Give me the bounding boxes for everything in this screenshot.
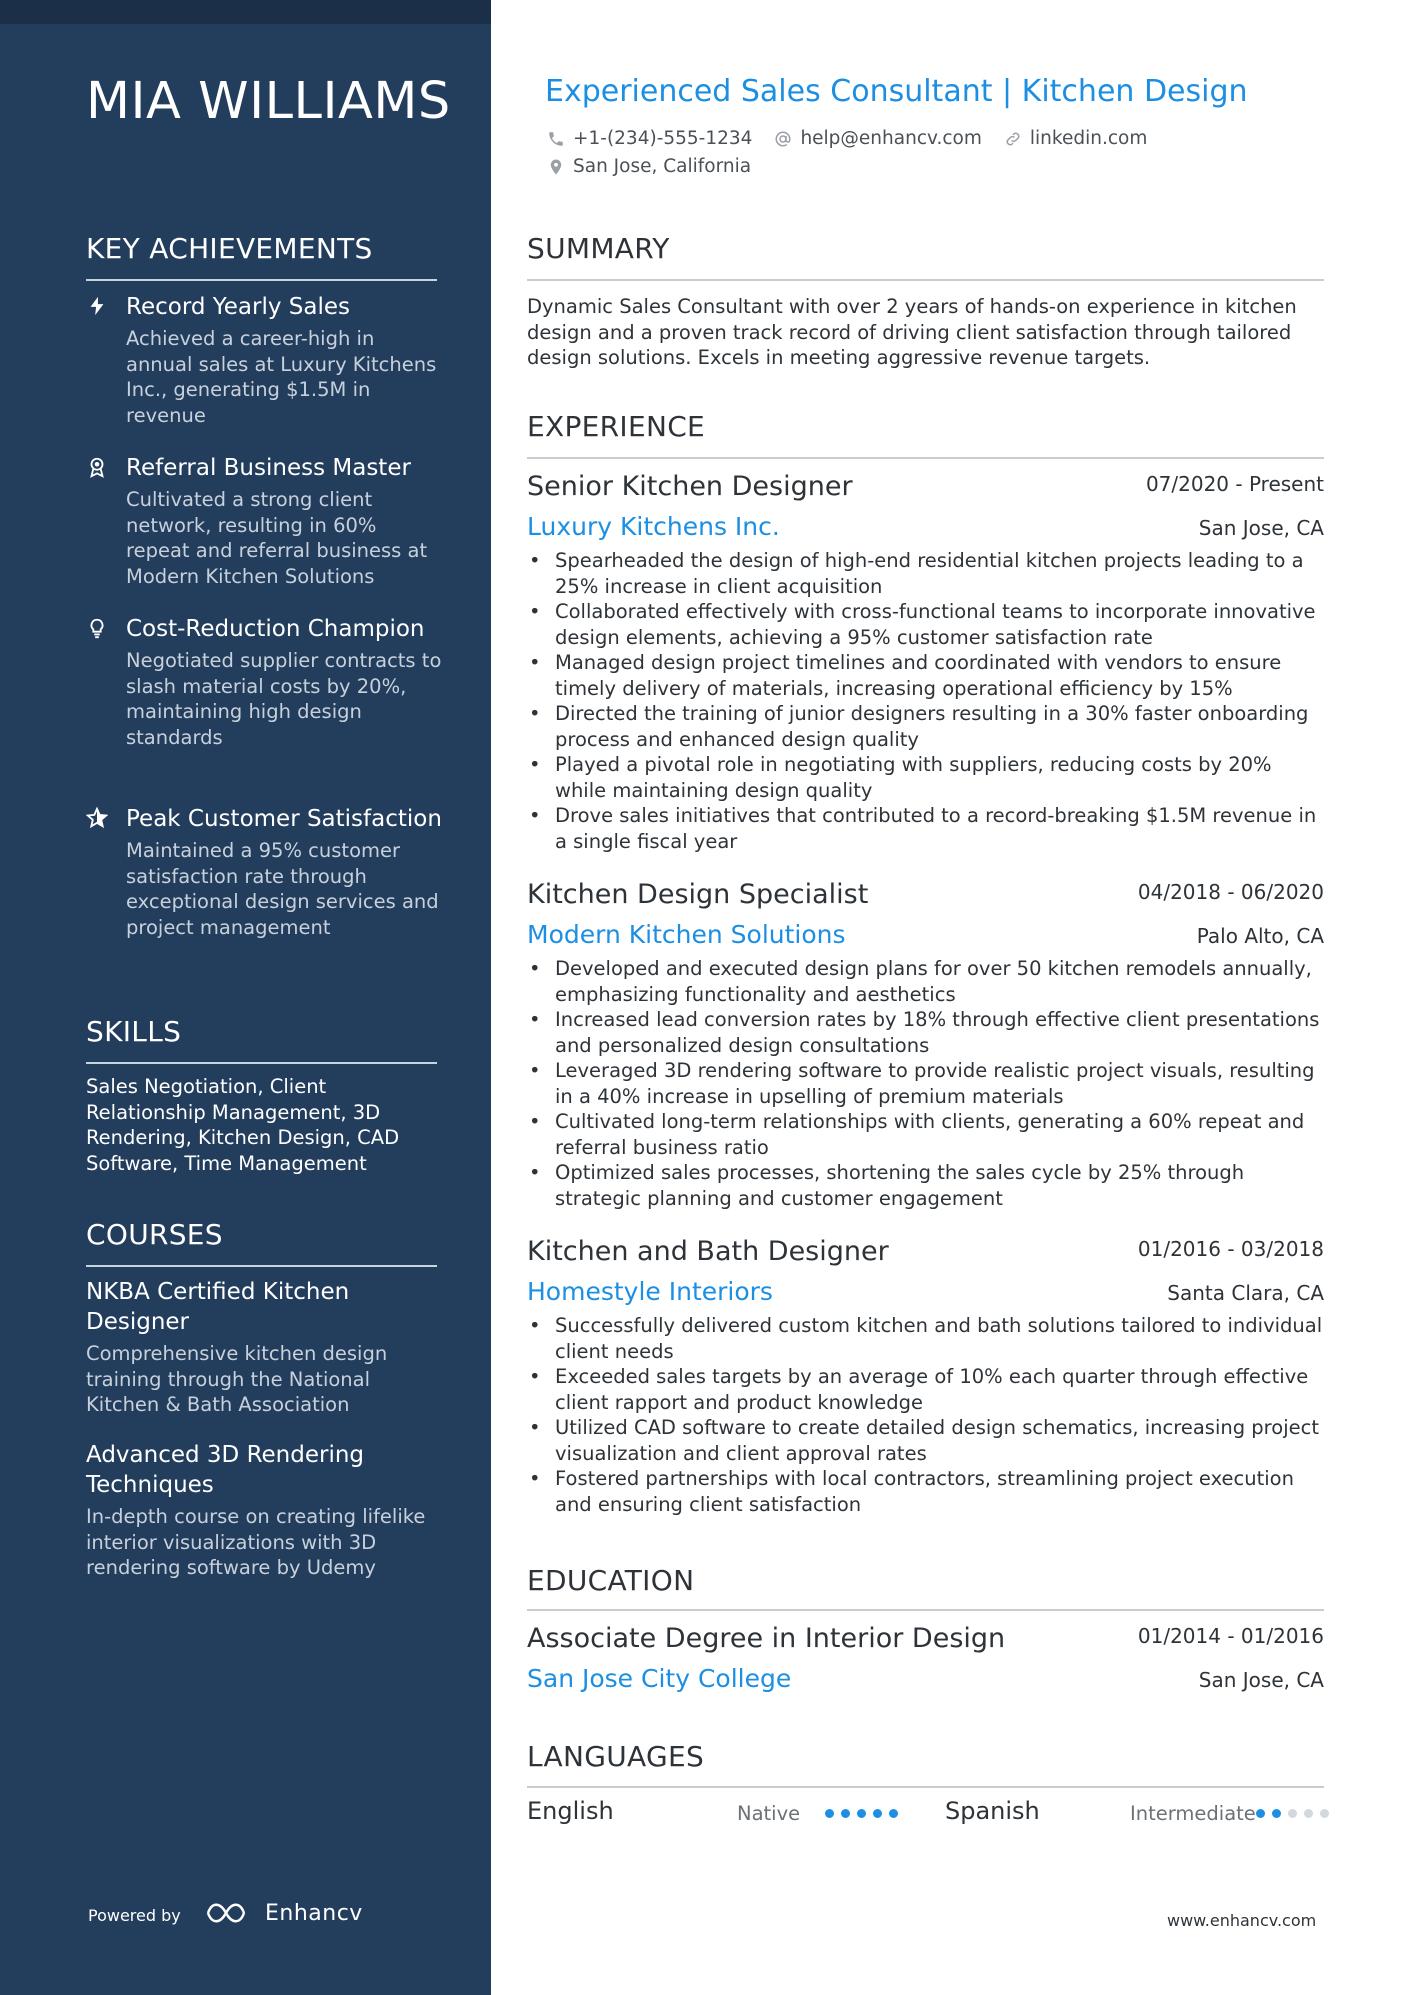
contact-row (547, 128, 1169, 149)
location-text: San Jose, California (573, 156, 752, 177)
course-desc: In-depth course on creating lifelike interior visualizations with 3D rendering software by Udemy (86, 1505, 426, 1579)
proficiency-dot-empty (1288, 1809, 1297, 1818)
job-location: Palo Alto, CA (1196, 924, 1324, 948)
achievements-title: KEY ACHIEVEMENTS (86, 232, 373, 265)
link-text: linkedin.com (1029, 128, 1148, 149)
location-pin-icon (547, 158, 565, 176)
job-bullet: • Increased lead conversion rates by 18% through effective client presentations and personalized design consultations (527, 1007, 1324, 1058)
job-dates: 04/2018 - 06/2020 (1137, 880, 1324, 904)
main-content (491, 0, 1410, 1995)
course-item (86, 1277, 446, 1418)
job-location: Santa Clara, CA (1167, 1281, 1324, 1305)
courses-title: COURSES (86, 1218, 223, 1251)
award-ribbon-icon (86, 456, 108, 478)
achievement-item (86, 292, 446, 428)
job-bullets (527, 1313, 1324, 1517)
experience-title: EXPERIENCE (527, 410, 706, 443)
achievement-item (86, 804, 446, 940)
skills-list: Sales Negotiation, Client Relationship Management, 3D Rendering, Kitchen Design, CAD Software, Time Management (86, 1075, 400, 1175)
proficiency-dot-filled (825, 1809, 834, 1818)
languages-rule (527, 1786, 1324, 1788)
achievement-desc: Maintained a 95% customer satisfaction rate through exceptional design services and project management (126, 839, 439, 939)
language-name: English (527, 1797, 614, 1825)
education-title: EDUCATION (527, 1564, 695, 1597)
lightbulb-icon (86, 617, 108, 639)
contact-email[interactable] (774, 128, 981, 149)
course-desc: Comprehensive kitchen design training through the National Kitchen & Bath Association (86, 1342, 388, 1416)
course-title: NKBA Certified Kitchen Designer (86, 1279, 350, 1335)
education-dates: 01/2014 - 01/2016 (1137, 1624, 1324, 1648)
job-bullet: • Drove sales initiatives that contributed to a record-breaking $1.5M revenue in a single fiscal year (527, 803, 1324, 854)
language-level: Native (737, 1802, 801, 1825)
achievement-title: Peak Customer Satisfaction (126, 806, 442, 832)
lightning-icon (86, 295, 108, 317)
contact-phone[interactable] (547, 128, 752, 149)
job-location: San Jose, CA (1198, 516, 1324, 540)
sidebar (0, 0, 491, 1995)
education-school: San Jose City College (527, 1664, 792, 1693)
job-dates: 01/2016 - 03/2018 (1137, 1237, 1324, 1261)
achievement-desc: Cultivated a strong client network, resulting in 60% repeat and referral business at Modern Kitchen Solutions (126, 488, 428, 588)
contact-location (547, 156, 751, 177)
link-icon (1004, 130, 1022, 148)
job-bullet: • Exceeded sales targets by an average of 10% each quarter through effective client rapport and product knowledge (527, 1364, 1324, 1415)
contact-link[interactable] (1004, 128, 1147, 149)
job-bullet: • Developed and executed design plans for over 50 kitchen remodels annually, emphasizing functionality and aesthetics (527, 956, 1324, 1007)
job-role: Senior Kitchen Designer (527, 471, 853, 502)
language-proficiency-dots (1256, 1809, 1336, 1818)
achievement-item (86, 453, 446, 589)
job-bullet: • Played a pivotal role in negotiating with suppliers, reducing costs by 20% while maintaining design quality (527, 752, 1324, 803)
proficiency-dot-filled (841, 1809, 850, 1818)
job-company: Luxury Kitchens Inc. (527, 512, 780, 541)
language-name: Spanish (945, 1797, 1040, 1825)
powered-by-label: Powered by (88, 1906, 181, 1925)
job-bullet: • Successfully delivered custom kitchen and bath solutions tailored to individual client needs (527, 1313, 1324, 1364)
education-entry (527, 1622, 1324, 1696)
job-bullet: • Directed the training of junior designers resulting in a 30% faster onboarding process and enhanced design quality (527, 701, 1324, 752)
language-proficiency-dots (825, 1809, 905, 1818)
job-company: Modern Kitchen Solutions (527, 920, 846, 949)
achievement-title: Referral Business Master (126, 455, 411, 481)
headline: Experienced Sales Consultant | Kitchen Design (545, 74, 1248, 109)
footer-site[interactable]: www.enhancv.com (1167, 1911, 1317, 1930)
job-bullets (527, 956, 1324, 1211)
sidebar-top-strip (0, 0, 491, 24)
job-entry (527, 878, 1324, 1211)
achievement-desc: Negotiated supplier contracts to slash material costs by 20%, maintaining high design standards (126, 649, 442, 749)
job-bullet: • Utilized CAD software to create detailed design schematics, increasing project visualization and client approval rates (527, 1415, 1324, 1466)
proficiency-dot-filled (1256, 1809, 1265, 1818)
enhancv-logo-icon (206, 1900, 246, 1926)
star-icon (86, 807, 108, 829)
job-bullet: • Optimized sales processes, shortening the sales cycle by 25% through strategic planning and customer engagement (527, 1160, 1324, 1211)
course-item (86, 1440, 446, 1581)
summary-text: Dynamic Sales Consultant with over 2 years of hands-on experience in kitchen design and a proven track record of driving client satisfaction through tailored design solutions. Excels in meeting aggressive revenue targets. (527, 295, 1297, 369)
contact-row-location (547, 156, 773, 177)
achievement-item (86, 614, 446, 750)
job-bullet: • Collaborated effectively with cross-functional teams to incorporate innovative design elements, achieving a 95% customer satisfaction rate (527, 599, 1324, 650)
at-sign-icon (774, 130, 792, 148)
phone-icon (547, 130, 565, 148)
job-bullet: • Spearheaded the design of high-end residential kitchen projects leading to a 25% increase in client acquisition (527, 548, 1324, 599)
education-degree: Associate Degree in Interior Design (527, 1623, 1006, 1654)
job-bullet: • Cultivated long-term relationships with clients, generating a 60% repeat and referral business ratio (527, 1109, 1324, 1160)
language-level: Intermediate (1130, 1802, 1256, 1825)
job-role: Kitchen Design Specialist (527, 879, 869, 910)
enhancv-brand-name: Enhancv (265, 1901, 363, 1926)
achievement-desc: Achieved a career-high in annual sales at Luxury Kitchens Inc., generating $1.5M in revenue (126, 327, 437, 427)
proficiency-dot-empty (1320, 1809, 1329, 1818)
job-bullet: • Fostered partnerships with local contractors, streamlining project execution and ensuring client satisfaction (527, 1466, 1324, 1517)
candidate-name: MIA WILLIAMS (86, 72, 451, 131)
job-entry (527, 470, 1324, 854)
courses-rule (86, 1265, 437, 1267)
summary-rule (527, 279, 1324, 281)
achievement-title: Record Yearly Sales (126, 294, 351, 320)
proficiency-dot-filled (873, 1809, 882, 1818)
job-bullets (527, 548, 1324, 854)
skills-rule (86, 1062, 437, 1064)
proficiency-dot-empty (1304, 1809, 1313, 1818)
job-role: Kitchen and Bath Designer (527, 1236, 889, 1267)
summary-title: SUMMARY (527, 232, 670, 265)
proficiency-dot-filled (889, 1809, 898, 1818)
languages-title: LANGUAGES (527, 1740, 705, 1773)
skills-title: SKILLS (86, 1015, 182, 1048)
languages-row (527, 1797, 1324, 1831)
email-text: help@enhancv.com (800, 128, 982, 149)
job-company: Homestyle Interiors (527, 1277, 773, 1306)
proficiency-dot-filled (1272, 1809, 1281, 1818)
proficiency-dot-filled (857, 1809, 866, 1818)
job-entry (527, 1235, 1324, 1517)
experience-rule (527, 457, 1324, 459)
job-bullet: • Managed design project timelines and coordinated with vendors to ensure timely delivery of materials, increasing operational efficiency by 15% (527, 650, 1324, 701)
phone-text: +1-(234)-555-1234 (573, 128, 753, 149)
education-rule (527, 1609, 1324, 1611)
achievements-rule (86, 279, 437, 281)
job-bullet: • Leveraged 3D rendering software to provide realistic project visuals, resulting in a 40% increase in upselling of premium materials (527, 1058, 1324, 1109)
education-location: San Jose, CA (1198, 1668, 1324, 1692)
job-dates: 07/2020 - Present (1145, 472, 1324, 496)
course-title: Advanced 3D Rendering Techniques (86, 1442, 365, 1498)
achievement-title: Cost-Reduction Champion (126, 616, 425, 642)
